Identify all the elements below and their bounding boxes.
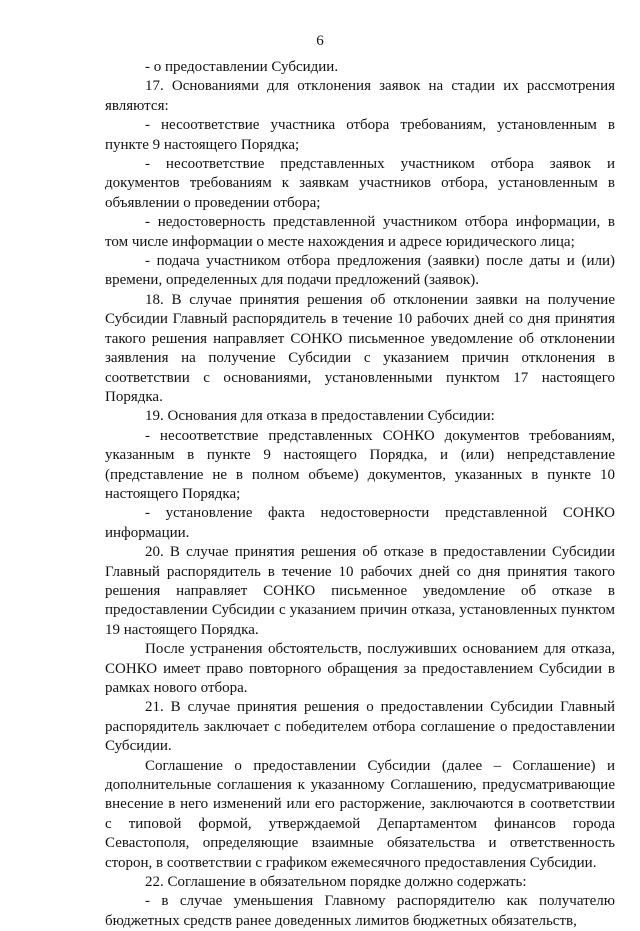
paragraph-16: - в случае уменьшения Главному распорядителю как получателю бюджетных средств ранее доведенных лимитов бюджетных обязательств, bbox=[105, 893, 615, 929]
paragraph-10: - установление факта недостоверности представленной СОНКО информации. bbox=[105, 505, 615, 541]
paragraph-4: - несоответствие представленных участником отбора заявок и документов требованиям к заявкам участников отбора, установленным в объявлении о проведении отбора; bbox=[105, 156, 615, 211]
paragraph-6: - подача участником отбора предложения (заявки) после даты и (или) времени, определенных для подачи предложений (заявок). bbox=[105, 253, 615, 289]
page-number: 6 bbox=[316, 33, 324, 49]
paragraph-1: - о предоставлении Субсидии. bbox=[145, 59, 339, 75]
paragraph-12: После устранения обстоятельств, послуживших основанием для отказа, СОНКО имеет право повторного обращения за предоставлением Субсидии в рамках нового отбора. bbox=[105, 641, 615, 696]
paragraph-9: - несоответствие представленных СОНКО документов требованиям, указанным в пункте 9 настоящего Порядка, и (или) непредставление (представление не в полном объеме) документов, указанных в пункте 10 настоящего Порядка; bbox=[105, 427, 615, 502]
document-body bbox=[105, 58, 615, 931]
paragraph-7: 18. В случае принятия решения об отклонении заявки на получение Субсидии Главный распорядитель в течение 10 рабочих дней со дня принятия такого решения направляет СОНКО письменное уведомление об отклонении заявления на получение Субсидии с указанием причин отклонения в соответствии с основаниями, установленными пунктом 17 настоящего Порядка. bbox=[105, 291, 615, 405]
paragraph-5: - недостоверность представленной участником отбора информации, в том числе информации о месте нахождения и адресе юридического лица; bbox=[105, 214, 615, 250]
paragraph-3: - несоответствие участника отбора требованиям, установленным в пункте 9 настоящего Порядка; bbox=[105, 117, 615, 153]
paragraph-8: 19. Основания для отказа в предоставлении Субсидии: bbox=[145, 408, 495, 425]
paragraph-13: 21. В случае принятия решения о предоставлении Субсидии Главный распорядитель заключает с победителем отбора соглашение о предоставлении Субсидии. bbox=[105, 699, 615, 755]
paragraph-11: 20. В случае принятия решения об отказе в предоставлении Субсидии Главный распорядитель в течение 10 рабочих дней со дня принятия такого решения направляет СОНКО письменное уведомление об отказе в предоставлении Субсидии с указанием причин отказа, установленных пунктом 19 настоящего Порядка. bbox=[105, 544, 615, 638]
paragraph-15: 22. Соглашение в обязательном порядке должно содержать: bbox=[145, 874, 527, 891]
paragraph-14: Соглашение о предоставлении Субсидии (далее – Соглашение) и дополнительные соглашения к указанному Соглашению, предусматривающие внесение в него изменений или его расторжение, заключаются в соответствии с типовой формой, утверждаемой Департаментом финансов города Севастополя, определяющие взаимные обязательства и ответственность сторон, в соответствии с графиком ежемесячного предоставления Субсидии. bbox=[105, 757, 615, 871]
paragraph-2: 17. Основаниями для отклонения заявок на стадии их рассмотрения являются: bbox=[105, 78, 615, 114]
